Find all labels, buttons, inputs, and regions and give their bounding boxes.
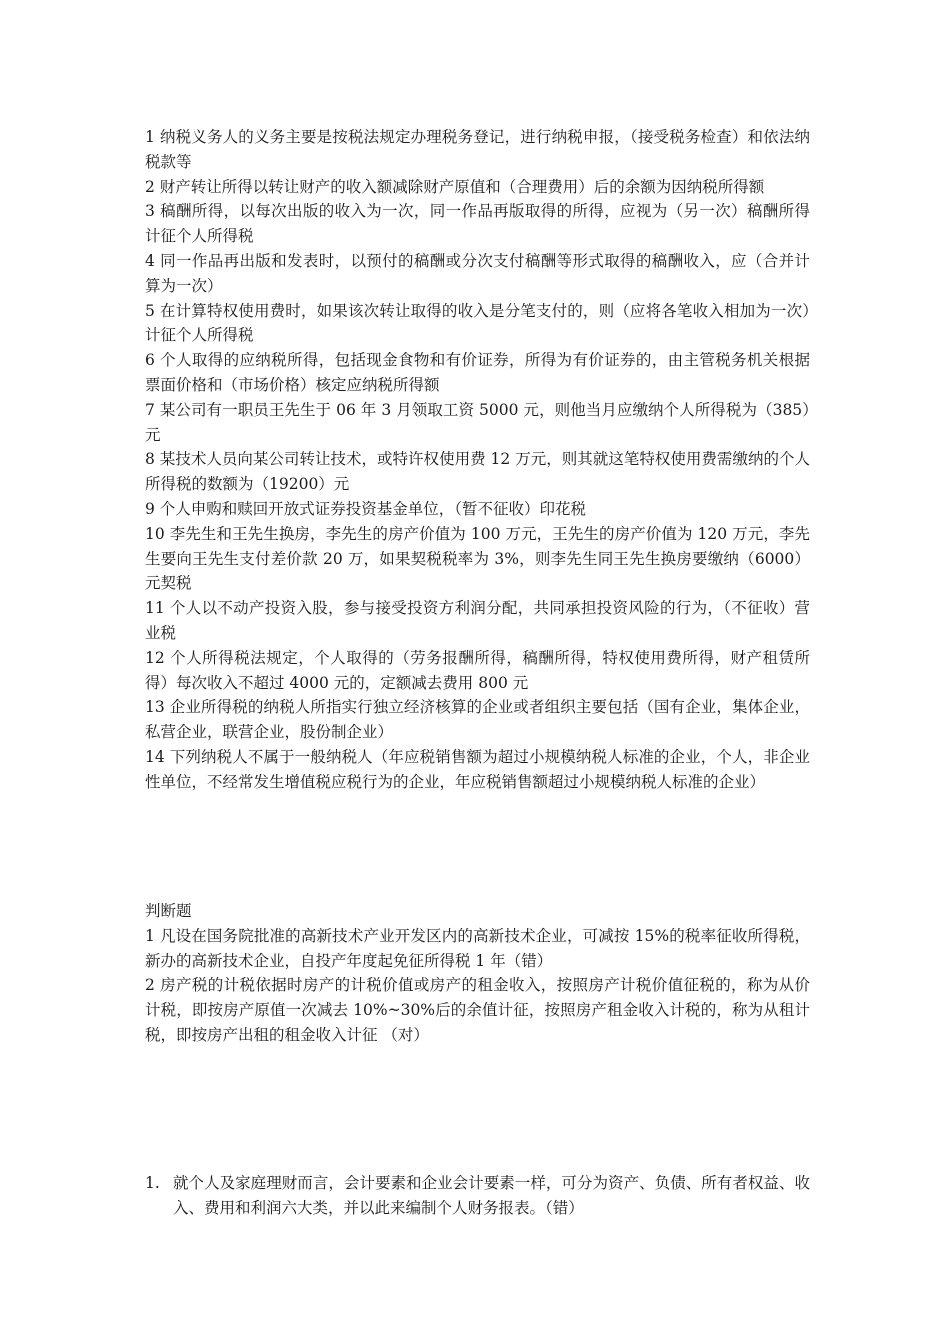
fill-in-item-14: 14 下列纳税人不属于一般纳税人（年应税销售额为超过小规模纳税人标准的企业，个人，非企业性单位，不经常发生增值税应税行为的企业，年应税销售额超过小规模纳税人标准的企业） xyxy=(145,747,810,791)
fill-in-item-9: 9 个人申购和赎回开放式证券投资基金单位，（暂不征收）印花税 xyxy=(145,499,587,518)
fill-in-item-11: 11 个人以不动产投资入股，参与接受投资方利润分配，共同承担投资风险的行为，（不征收）营业税 xyxy=(145,599,810,642)
fill-in-item-2: 2 财产转让所得以转让财产的收入额减除财产原值和（合理费用）后的余额为因纳税所得额 xyxy=(145,177,765,196)
fill-in-item-1: 1 纳税义务人的义务主要是按税法规定办理税务登记，进行纳税申报，（接受税务检查）和依法纳税款等 xyxy=(145,128,810,171)
judgment-heading: 判断题 xyxy=(145,902,192,920)
numbered-list-item xyxy=(145,1171,810,1221)
judgment-section xyxy=(145,899,810,1048)
fill-in-item-4: 4 同一作品再出版和发表时，以预付的稿酬或分次支付稿酬等形式取得的稿酬收入，应（合并计算为一次） xyxy=(145,251,810,295)
fill-in-item-6: 6 个人取得的应纳税所得，包括现金食物和有价证券，所得为有价证券的，由主管税务机关根据票面价格和（市场价格）核定应纳税所得额 xyxy=(145,351,810,394)
list-number: 1. xyxy=(145,1174,160,1192)
numbered-list-section xyxy=(145,1171,810,1221)
judgment-item-1: 1 凡设在国务院批准的高新技术产业开发区内的高新技术企业，可减按 15%的税率征收所得税，新办的高新技术企业，自投产年度起免征所得税 1 年（错） xyxy=(145,926,810,970)
fill-in-item-12: 12 个人所得税法规定，个人取得的（劳务报酬所得，稿酬所得，特权使用费所得，财产租赁所得）每次收入不超过 4000 元的，定额减去费用 800 元 xyxy=(145,648,810,692)
fill-in-item-5: 5 在计算特权使用费时，如果该次转让取得的收入是分笔支付的，则（应将各笔收入相加为一次）计征个人所得税 xyxy=(145,301,810,345)
fill-in-item-8: 8 某技术人员向某公司转让技术，或特许权使用费 12 万元，则其就这笔特权使用费需缴纳的个人所得税的数额为（19200）元 xyxy=(145,450,810,494)
list-item-text: 就个人及家庭理财而言，会计要素和企业会计要素一样，可分为资产、负债、所有者权益、收入、费用和利润六大类，并以此来编制个人财务报表。（错） xyxy=(173,1174,810,1217)
fill-in-item-7: 7 某公司有一职员王先生于 06 年 3 月领取工资 5000 元，则他当月应缴纳个人所得税为（385）元 xyxy=(145,400,810,444)
fill-in-item-3: 3 稿酬所得，以每次出版的收入为一次，同一作品再版取得的所得，应视为（另一次）稿酬所得计征个人所得税 xyxy=(145,202,810,246)
judgment-item-2: 2 房产税的计税依据时房产的计税价值或房产的租金收入，按照房产计税价值征税的，称为从价计税，即按房产原值一次减去 10%~30%后的余值计征，按照房产租金收入计税的，称为从租计税，即按房产出租的租金收入计征 （对） xyxy=(145,976,810,1044)
fill-in-section xyxy=(145,125,810,795)
fill-in-item-10: 10 李先生和王先生换房，李先生的房产价值为 100 万元，王先生的房产价值为 120 万元，李先生要向王先生支付差价款 20 万，如果契税税率为 3%，则李先生同王先生换房要缴纳（6000）元契税 xyxy=(145,524,810,593)
fill-in-item-13: 13 企业所得税的纳税人所指实行独立经济核算的企业或者组织主要包括（国有企业，集体企业，私营企业，联营企业，股份制企业） xyxy=(145,698,810,742)
